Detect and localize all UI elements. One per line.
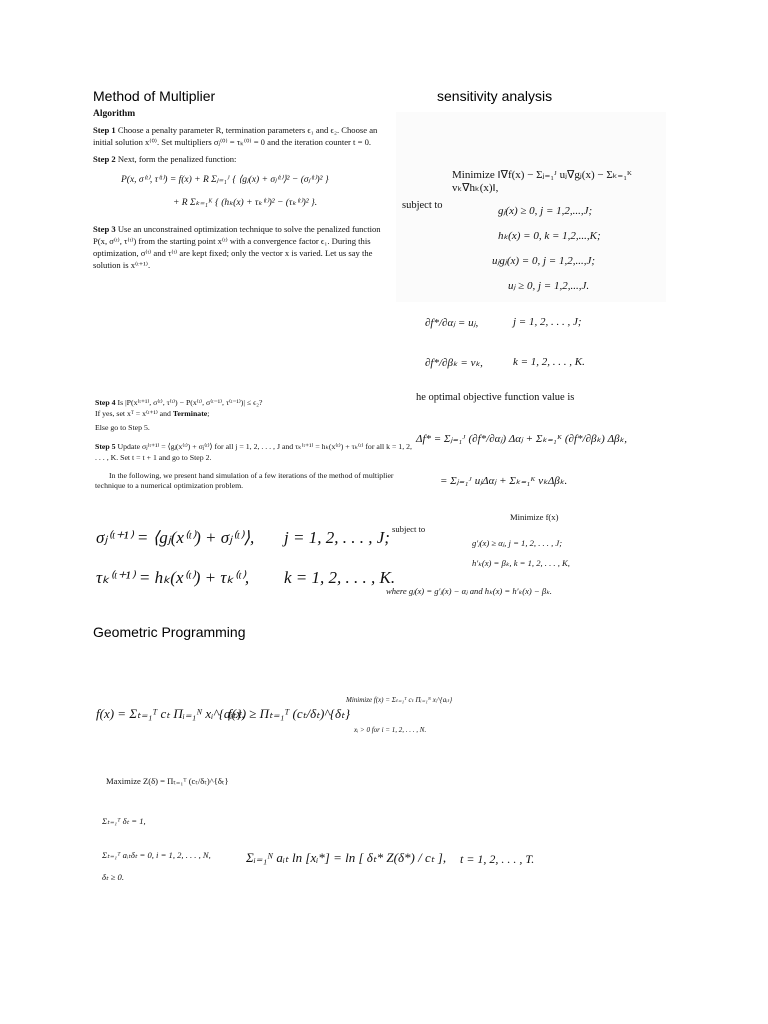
recovery-range: t = 1, 2, . . . , T. [460, 852, 535, 866]
penalized-function-eq-2: + R Σₖ₌₁ᴷ { (hₖ(x) + τₖ⁽ᵗ⁾)² − (τₖ⁽ᵗ⁾)² }. [173, 198, 318, 208]
step-3 [93, 223, 395, 271]
step-2 [93, 153, 395, 165]
am-gm-eq: f(x) ≥ Πₜ₌₁ᵀ (cₜ/δₜ)^{δₜ} [228, 706, 351, 721]
kkt-constraint-4: uⱼ ≥ 0, j = 1,2,...,J. [508, 280, 590, 292]
partial-beta-range: k = 1, 2, . . . , K. [513, 356, 585, 368]
step-4-text: Is |P(x⁽ᵗ⁺¹⁾, σ⁽ᵗ⁾, τ⁽ᵗ⁾) − P(x⁽ᵗ⁾, σ⁽ᵗ⁻¹⁾, τ⁽ᵗ⁻¹⁾)| ≤ ϵ₂? [117, 398, 263, 407]
perturbed-minimize: Minimize f(x) [510, 512, 559, 522]
kkt-objective: ‖∇f(x) − Σⱼ₌₁ᴶ uⱼ∇gⱼ(x) − Σₖ₌₁ᴷ vₖ∇hₖ(x)‖, [452, 169, 633, 194]
step-4-line2-text: If yes, set xᵀ = x⁽ᵗ⁺¹⁾ and [95, 409, 173, 418]
tau-update-range: k = 1, 2, . . . , K. [284, 568, 396, 587]
penalized-function-eq-1: P(x, σ⁽ᵗ⁾, τ⁽ᵗ⁾) = f(x) + R Σⱼ₌₁ᴶ { ⟨gⱼ(x) + σⱼ⁽ᵗ⁾⟩² − (σⱼ⁽ᵗ⁾)² } [121, 175, 329, 185]
step-3-text: Use an unconstrained optimization technique to solve the penalized function P(x, σ⁽ᵗ⁾, τ⁽ᵗ⁾) from the starting point x⁽ᵗ⁾ with a convergence factor ϵ₁. During this optimization, σ⁽ᵗ⁾ and τ⁽ᵗ⁾ are kept fixed; only the vector x is varied. Let us say the solution is x⁽ᵗ⁺¹⁾. [93, 224, 381, 270]
kkt-minimize-label: Minimize [452, 169, 495, 181]
step-5 [95, 441, 415, 463]
kkt-subject-to: subject to [402, 200, 443, 211]
kkt-problem-image [396, 112, 666, 302]
algorithm-block [93, 108, 395, 271]
heading-sensitivity-analysis: sensitivity analysis [437, 88, 553, 104]
recovery-eq: Σᵢ₌₁ᴺ aᵢₜ ln [xᵢ*] = ln [ δₜ* Z(δ*) / cₜ ], [246, 850, 447, 865]
step-5-label: Step 5 [95, 442, 116, 451]
step-3-label: Step 3 [93, 224, 116, 234]
sigma-update-row [96, 528, 396, 562]
kkt-constraint-3: uⱼgⱼ(x) = 0, j = 1,2,...,J; [492, 255, 596, 267]
primal-minimize: Minimize f(x) = Σₜ₌₁ᵀ cₜ Πᵢ₌₁ᴺ xᵢ^{aᵢₜ} [346, 696, 453, 704]
partial-beta-eq: ∂f*/∂βₖ = vₖ, [425, 357, 483, 369]
heading-geometric-programming: Geometric Programming [93, 624, 246, 640]
dual-constraint-1: Σₜ₌₁ᵀ δₜ = 1, [102, 816, 146, 826]
step-1-label: Step 1 [93, 125, 116, 135]
perturbed-subject-to: subject to [392, 524, 426, 534]
terminate-label: Terminate [172, 409, 208, 418]
dual-problem [100, 764, 560, 888]
dual-constraint-2: Σₜ₌₁ᵀ aᵢₜδₜ = 0, i = 1, 2, . . . , N, [102, 850, 211, 860]
primal-constraint: xᵢ > 0 for i = 1, 2, . . . , N. [354, 726, 427, 734]
step-2-text: Next, form the penalized function: [117, 154, 237, 164]
step-4-line3: Else go to Step 5. [95, 423, 150, 432]
dual-maximize: Maximize Z(δ) = Πₜ₌₁ᵀ (cₜ/δₜ)^{δₜ} [106, 776, 229, 786]
step-4 [95, 398, 415, 408]
kkt-constraint-1: gⱼ(x) ≥ 0, j = 1,2,...,J; [498, 205, 593, 217]
update-equations [96, 528, 396, 602]
perturbed-problem [386, 506, 648, 602]
kkt-minimize [452, 168, 666, 194]
perturbed-constraint-2: h′ₖ(x) = βₖ, k = 1, 2, . . . , K, [472, 558, 570, 568]
step-1-text: Choose a penalty parameter R, termination parameters ϵ₁ and ϵ₂. Choose an initial solution x⁽⁰⁾. Set multipliers σⱼ⁽⁰⁾ = τₖ⁽⁰⁾ = 0 and the iteration counter t = 0. [93, 125, 378, 147]
delta-f-line-1: Δf* = Σⱼ₌₁ᴶ (∂f*/∂αⱼ) Δαⱼ + Σₖ₌₁ᴷ (∂f*/∂βₖ) Δβₖ, [416, 433, 627, 445]
partial-beta-row [425, 356, 675, 388]
step-4-line2: If yes, set xᵀ = x⁽ᵗ⁺¹⁾ and Terminate; [95, 409, 210, 418]
sigma-update-range: j = 1, 2, . . . , J; [284, 528, 390, 547]
tau-update-row [96, 568, 396, 602]
heading-method-of-multiplier: Method of Multiplier [93, 88, 216, 104]
dual-constraint-3: δₜ ≥ 0. [102, 872, 124, 882]
partial-alpha-eq: ∂f*/∂αⱼ = uⱼ, [425, 317, 479, 329]
partial-alpha-range: j = 1, 2, . . . , J; [513, 316, 582, 328]
tau-update-eq: τₖ⁽ᵗ⁺¹⁾ = hₖ(x⁽ᵗ⁾) + τₖ⁽ᵗ⁾, [96, 568, 250, 587]
perturbed-where: where gⱼ(x) = g′ⱼ(x) − αⱼ and hₖ(x) = h′ₖ(x) − βₖ. [386, 586, 552, 596]
kkt-constraint-2: hₖ(x) = 0, k = 1,2,...,K; [498, 230, 601, 242]
step-2-label: Step 2 [93, 154, 116, 164]
perturbed-constraint-1: g′ⱼ(x) ≥ αⱼ, j = 1, 2, . . . , J; [472, 538, 563, 548]
algorithm-title: Algorithm [93, 109, 136, 119]
sigma-update-eq: σⱼ⁽ᵗ⁺¹⁾ = ⟨gⱼ(x⁽ᵗ⁾) + σⱼ⁽ᵗ⁾⟩, [96, 528, 255, 547]
partial-alpha-row [425, 316, 675, 348]
algorithm-block-lower [95, 398, 415, 491]
step-1 [93, 124, 395, 148]
step-4-label: Step 4 [95, 398, 116, 407]
closing-paragraph: In the following, we present hand simulation of a few iterations of the method of multiplier technique to a numerical optimization problem. [95, 471, 394, 490]
partials-block [425, 316, 675, 388]
posynomial-eq: f(x) = Σₜ₌₁ᵀ cₜ Πᵢ₌₁ᴺ xᵢ^{aᵢₜ}, [96, 706, 245, 721]
delta-f-line-2: = Σⱼ₌₁ᴶ uⱼΔαⱼ + Σₖ₌₁ᴷ vₖΔβₖ. [440, 475, 568, 487]
step-5-text: Update σⱼ⁽ᵗ⁺¹⁾ = ⟨gⱼ(x⁽ᵗ⁾) + σⱼ⁽ᵗ⁾⟩ for all j = 1, 2, . . . , J and τₖ⁽ᵗ⁺¹⁾ = hₖ(x⁽ᵗ⁾) + τₖ⁽ᵗ⁾ for all k = 1, 2, . . . , K. Set t = t + 1 and go to Step 2. [95, 442, 412, 462]
delta-intro: he optimal objective function value is [416, 392, 575, 403]
